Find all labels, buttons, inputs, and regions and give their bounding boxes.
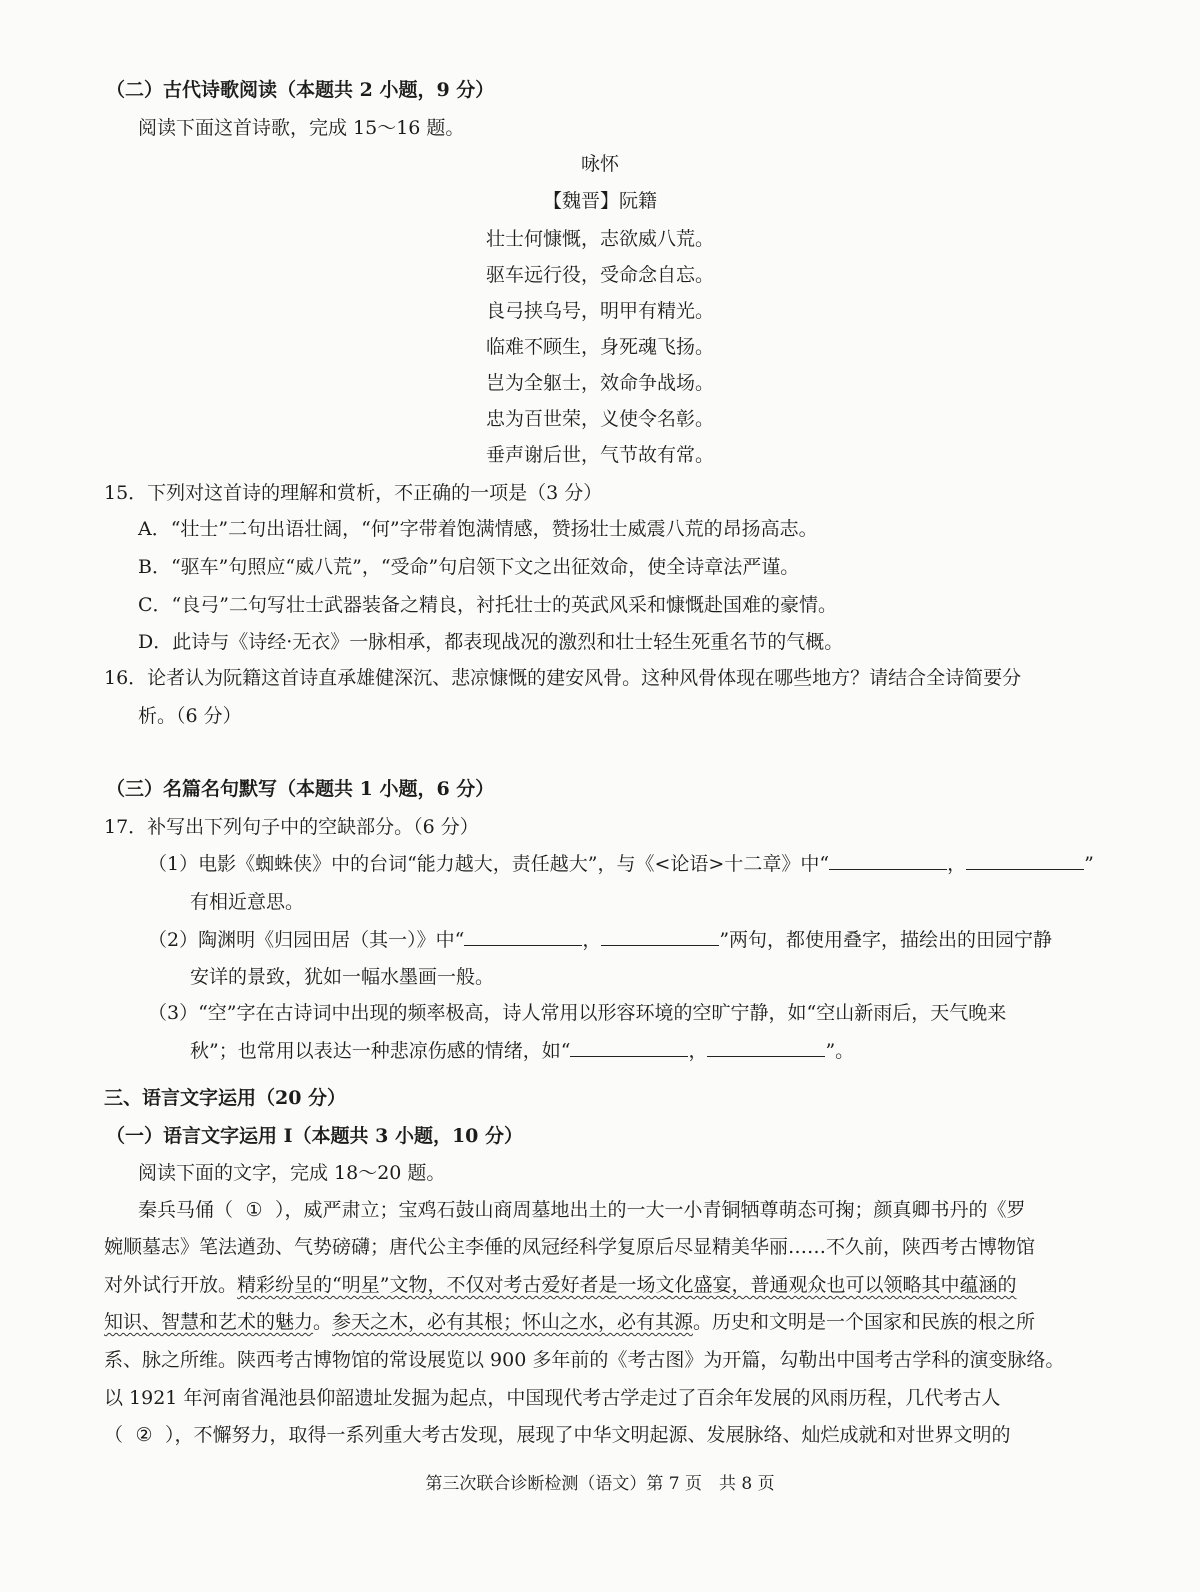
passage-line — [138, 1196, 1026, 1224]
q17-item1-line2: 有相近意思。 — [190, 891, 305, 913]
passage-text: 秦兵马俑（ — [138, 1199, 234, 1221]
question-17-stem: 17．补写出下列句子中的空缺部分。（6 分） — [104, 816, 479, 838]
passage-text: ），不懈努力，取得一系列重大考古发现，展现了中华文明起源、发展脉络、灿烂成就和对世界文明的 — [165, 1424, 1011, 1446]
blank-marker-1: ① — [245, 1199, 263, 1221]
blank-marker-2: ② — [135, 1424, 153, 1446]
underlined-sentence: 参天之木，必有其根；怀山之水，必有其源 — [332, 1311, 694, 1333]
passage-text: （ — [104, 1424, 124, 1446]
poem-line: 忠为百世荣，义使令名彰。 — [485, 408, 714, 430]
answer-blank[interactable] — [829, 851, 947, 870]
separator: ， — [947, 853, 967, 875]
poetry-intro: 阅读下面这首诗歌，完成 15～16 题。 — [138, 117, 465, 139]
underlined-sentence: 知识、智慧和艺术的魅力 — [104, 1311, 314, 1333]
poem-line: 临难不顾生，身死魂飞扬。 — [485, 336, 714, 358]
poem-line: 壮士何慷慨，志欲威八荒。 — [485, 228, 714, 250]
q17-item2-tail: ”两句，都使用叠字，描绘出的田园宁静 — [719, 929, 1053, 951]
q17-item2-line2: 安详的景致，犹如一幅水墨画一般。 — [190, 966, 495, 988]
poem-line: 良弓挟乌号，明甲有精光。 — [485, 300, 714, 322]
q17-item3-line1: （3）“空”字在古诗词中出现的频率极高，诗人常用以形容环境的空旷宁静，如“空山新雨后，天气晚来 — [148, 1002, 1007, 1024]
option-b: B．“驱车”句照应“威八荒”，“受命”句启领下文之出征效命，使全诗章法严谨。 — [138, 556, 800, 578]
poem-author: 【魏晋】阮籍 — [542, 190, 657, 212]
page-footer: 第三次联合诊断检测（语文）第 7 页 共 8 页 — [425, 1474, 775, 1494]
passage-line — [104, 1271, 1016, 1299]
answer-blank[interactable] — [570, 1038, 688, 1057]
passage-line: 以 1921 年河南省渑池县仰韶遗址发掘为起点，中国现代考古学走过了百余年发展的风雨历程，几代考古人 — [104, 1387, 1001, 1409]
answer-blank[interactable] — [601, 927, 719, 946]
passage-line — [104, 1421, 1011, 1449]
option-d: D．此诗与《诗经·无衣》一脉相承，都表现战况的激烈和壮士轻生死重名节的气概。 — [138, 631, 844, 653]
q17-item1-line1 — [148, 850, 1094, 878]
section-heading-recitation: （三）名篇名句默写（本题共 1 小题，6 分） — [106, 778, 495, 800]
poem-line: 驱车远行役，受命念自忘。 — [485, 264, 714, 286]
passage-intro: 阅读下面的文字，完成 18～20 题。 — [138, 1162, 446, 1184]
separator: ， — [688, 1040, 708, 1062]
answer-blank[interactable] — [707, 1038, 825, 1057]
passage-line: 系、脉之所维。陕西考古博物馆的常设展览以 900 多年前的《考古图》为开篇，勾勒出中国考古学科的演变脉络。 — [104, 1349, 1065, 1371]
subsection-heading: （一）语言文字运用 Ⅰ（本题共 3 小题，10 分） — [106, 1125, 524, 1147]
answer-blank[interactable] — [464, 927, 582, 946]
passage-text: ），威严肃立；宝鸡石鼓山商周墓地出土的一大一小青铜牺尊萌态可掬；颜真卿书丹的《罗 — [275, 1199, 1026, 1221]
poem-line: 岂为全躯士，效命争战场。 — [485, 372, 714, 394]
passage-text: 对外试行开放。 — [104, 1274, 238, 1296]
passage-line: 婉顺墓志》笔法遒劲、气势磅礴；唐代公主李倕的凤冠经科学复原后尽显精美华丽……不久前，陕西考古博物馆 — [104, 1236, 1036, 1258]
passage-text: 。 — [313, 1311, 333, 1333]
question-15-stem: 15．下列对这首诗的理解和赏析，不正确的一项是（3 分） — [104, 482, 603, 504]
answer-blank[interactable] — [966, 851, 1084, 870]
passage-line — [104, 1308, 1035, 1336]
q17-item3-text: 秋”；也常用以表达一种悲凉伤感的情绪，如“ — [190, 1040, 571, 1062]
q17-item1-text: （1）电影《蜘蛛侠》中的台词“能力越大，责任越大”，与《<论语>十二章》中“ — [148, 853, 830, 875]
passage-text: 。历史和文明是一个国家和民族的根之所 — [693, 1311, 1036, 1333]
q17-item3-line2 — [190, 1037, 854, 1065]
poem-line: 垂声谢后世，气节故有常。 — [485, 444, 714, 466]
question-16-line1: 16．论者认为阮籍这首诗直承雄健深沉、悲凉慷慨的建安风骨。这种风骨体现在哪些地方？请结合全诗简要分 — [104, 667, 1022, 689]
q17-item2-text: （2）陶渊明《归园田居（其一）》中“ — [148, 929, 465, 951]
option-a: A．“壮士”二句出语壮阔，“何”字带着饱满情感，赞扬壮士威震八荒的昂扬高志。 — [138, 518, 818, 540]
separator: ， — [582, 929, 602, 951]
close-quote: ” — [1084, 853, 1094, 875]
option-c: C．“良弓”二句写壮士武器装备之精良，衬托壮士的英武风采和慷慨赴国难的豪情。 — [138, 594, 837, 616]
question-16-line2: 析。（6 分） — [138, 705, 242, 727]
q17-item2-line1 — [148, 926, 1052, 954]
close-quote: ”。 — [825, 1040, 855, 1062]
underlined-sentence: 精彩纷呈的“明星”文物，不仅对考古爱好者是一场文化盛宴，普通观众也可以领略其中蕴涵的 — [237, 1274, 1017, 1296]
section-heading-poetry: （二）古代诗歌阅读（本题共 2 小题，9 分） — [106, 79, 495, 101]
poem-title: 咏怀 — [580, 153, 619, 175]
part-heading-language-use: 三、语言文字运用（20 分） — [104, 1087, 347, 1109]
